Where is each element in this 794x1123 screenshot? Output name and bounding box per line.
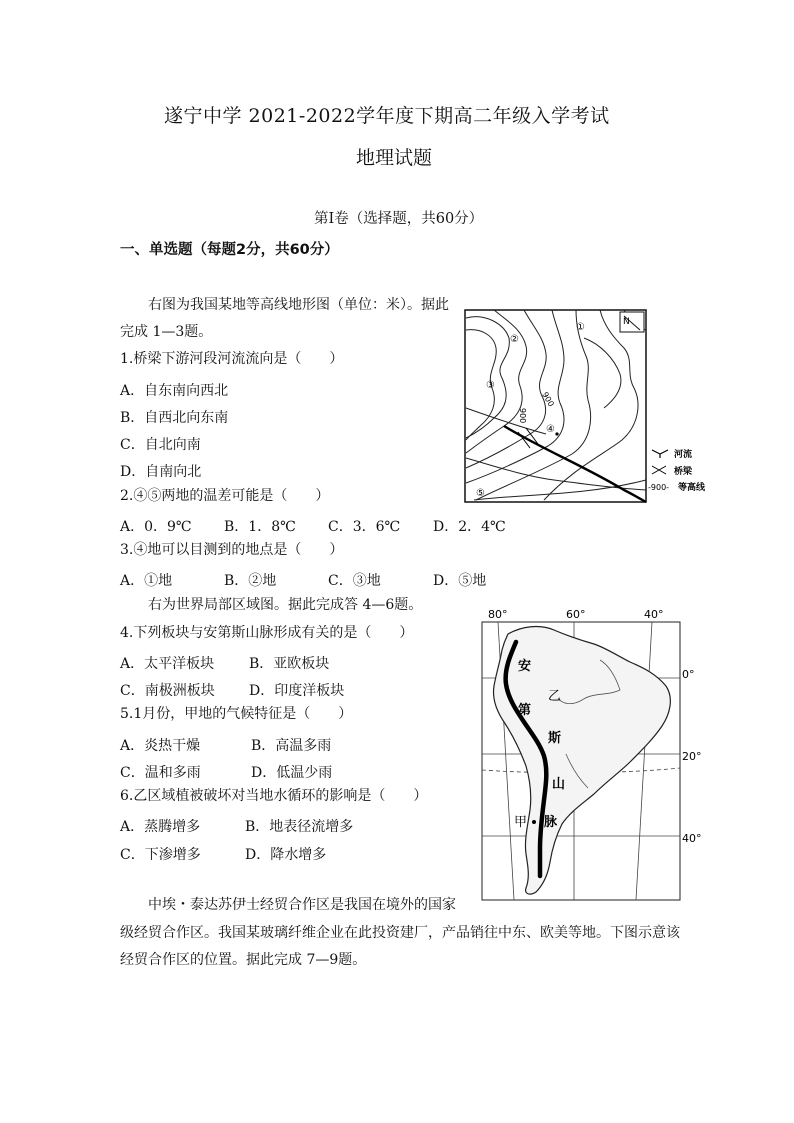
group2-intro: 右为世界局部区域图。据此完成答 4—6题。 [148,597,423,613]
region-yi-label: 乙 [548,689,562,704]
q3-option-b[interactable]: B．②地 [224,573,277,589]
q6-stem: 6.乙区域植被破坏对当地水循环的影响是（ ） [120,788,428,804]
q1-option-c[interactable]: C．自北向南 [120,437,201,453]
q5-option-b[interactable]: B．高温多雨 [251,738,332,754]
andes-char-3: 斯 [548,731,562,746]
exam-title: 遂宁中学 2021-2022学年度下期高二年级入学考试 [164,105,610,127]
andes-char-1: 安 [518,659,532,674]
andes-char-4: 山 [552,777,566,792]
q1-option-b[interactable]: B．自西北向东南 [120,410,229,426]
longitude-labels [488,608,664,621]
contour-map-legend [648,448,706,493]
lon-label-60: 60° [566,608,586,621]
legend-river-icon [652,450,668,458]
legend-bridge-label: 桥梁 [674,467,693,477]
point-4: ④ [546,424,555,435]
contour-label-900-b: 900 [540,390,556,409]
q5-option-a[interactable]: A．炎热干燥 [120,738,201,754]
subject-title: 地理试题 [356,147,433,169]
q2-option-d[interactable]: D．2．4℃ [433,519,506,535]
q6-option-c[interactable]: C．下渗增多 [120,847,201,863]
lon-label-80: 80° [488,608,508,621]
lat-label-0: 0° [682,668,695,681]
q3-option-c[interactable]: C．③地 [328,573,381,589]
group1-intro-line1: 右图为我国某地等高线地形图（单位：米）。据此 [148,297,449,313]
q2-option-c[interactable]: C．3．6℃ [328,519,401,535]
legend-river-label: 河流 [674,450,693,460]
south-america-map [470,604,710,916]
q4-option-c[interactable]: C．南极洲板块 [120,683,215,699]
group3-line2: 级经贸合作区。我国某玻璃纤维企业在此投资建厂，产品销往中东、欧美等地。下图示意该 [120,925,680,941]
point-jia-dot [532,820,536,824]
point-jia-label: 甲 [514,815,528,830]
q3-stem: 3.④地可以目测到的地点是（ ） [120,542,344,558]
q2-stem: 2.④⑤两地的温差可能是（ ） [120,488,330,504]
q2-option-a[interactable]: A．0．9℃ [120,519,192,535]
contour-label-900-a: 900 [518,408,527,424]
north-label: N [623,317,630,327]
lon-label-40: 40° [644,608,664,621]
q3-option-a[interactable]: A．①地 [120,573,173,589]
latitude-labels [682,668,702,845]
group3-line1: 中埃・泰达苏伊士经贸合作区是我国在境外的国家 [148,897,456,913]
point-4-dot [555,432,558,435]
lat-label-20: 20° [682,750,702,763]
section-heading: 一、单选题（每题2分，共60分） [120,242,339,258]
point-5: ⑤ [476,488,485,499]
q4-option-b[interactable]: B．亚欧板块 [249,656,330,672]
q2-option-b[interactable]: B．1．8℃ [224,519,296,535]
q5-option-d[interactable]: D．低温少雨 [251,765,333,781]
q4-option-d[interactable]: D．印度洋板块 [249,683,345,699]
q1-stem: 1.桥梁下游河段河流流向是（ ） [120,351,344,367]
volume-heading: 第Ⅰ卷（选择题，共60分） [314,211,484,227]
q3-option-d[interactable]: D．⑤地 [433,573,487,589]
q1-option-a[interactable]: A．自东南向西北 [120,383,229,399]
andes-char-2: 第 [518,703,532,718]
q4-stem: 4.下列板块与安第斯山脉形成有关的是（ ） [120,625,414,641]
group3-line3: 经贸合作区的位置。据此完成 7—9题。 [120,952,367,968]
q5-option-c[interactable]: C．温和多雨 [120,765,201,781]
lat-label-40: 40° [682,832,702,845]
legend-contour-value: -900- [648,483,670,492]
contour-map [464,308,724,508]
point-1: ① [576,322,585,333]
q5-stem: 5.1月份，甲地的气候特征是（ ） [120,706,353,722]
q6-option-b[interactable]: B．地表径流增多 [245,819,354,835]
q6-option-d[interactable]: D．降水增多 [245,847,327,863]
north-arrow [620,312,644,332]
legend-bridge-icon [652,466,666,474]
point-2: ② [510,334,519,345]
q4-option-a[interactable]: A．太平洋板块 [120,656,215,672]
legend-contour-label: 等高线 [678,483,706,493]
group1-intro-line2: 完成 1—3题。 [120,324,213,340]
q6-option-a[interactable]: A．蒸腾增多 [120,819,201,835]
q1-option-d[interactable]: D．自南向北 [120,464,202,480]
point-3: ③ [486,380,495,391]
andes-char-5: 脉 [544,815,558,830]
